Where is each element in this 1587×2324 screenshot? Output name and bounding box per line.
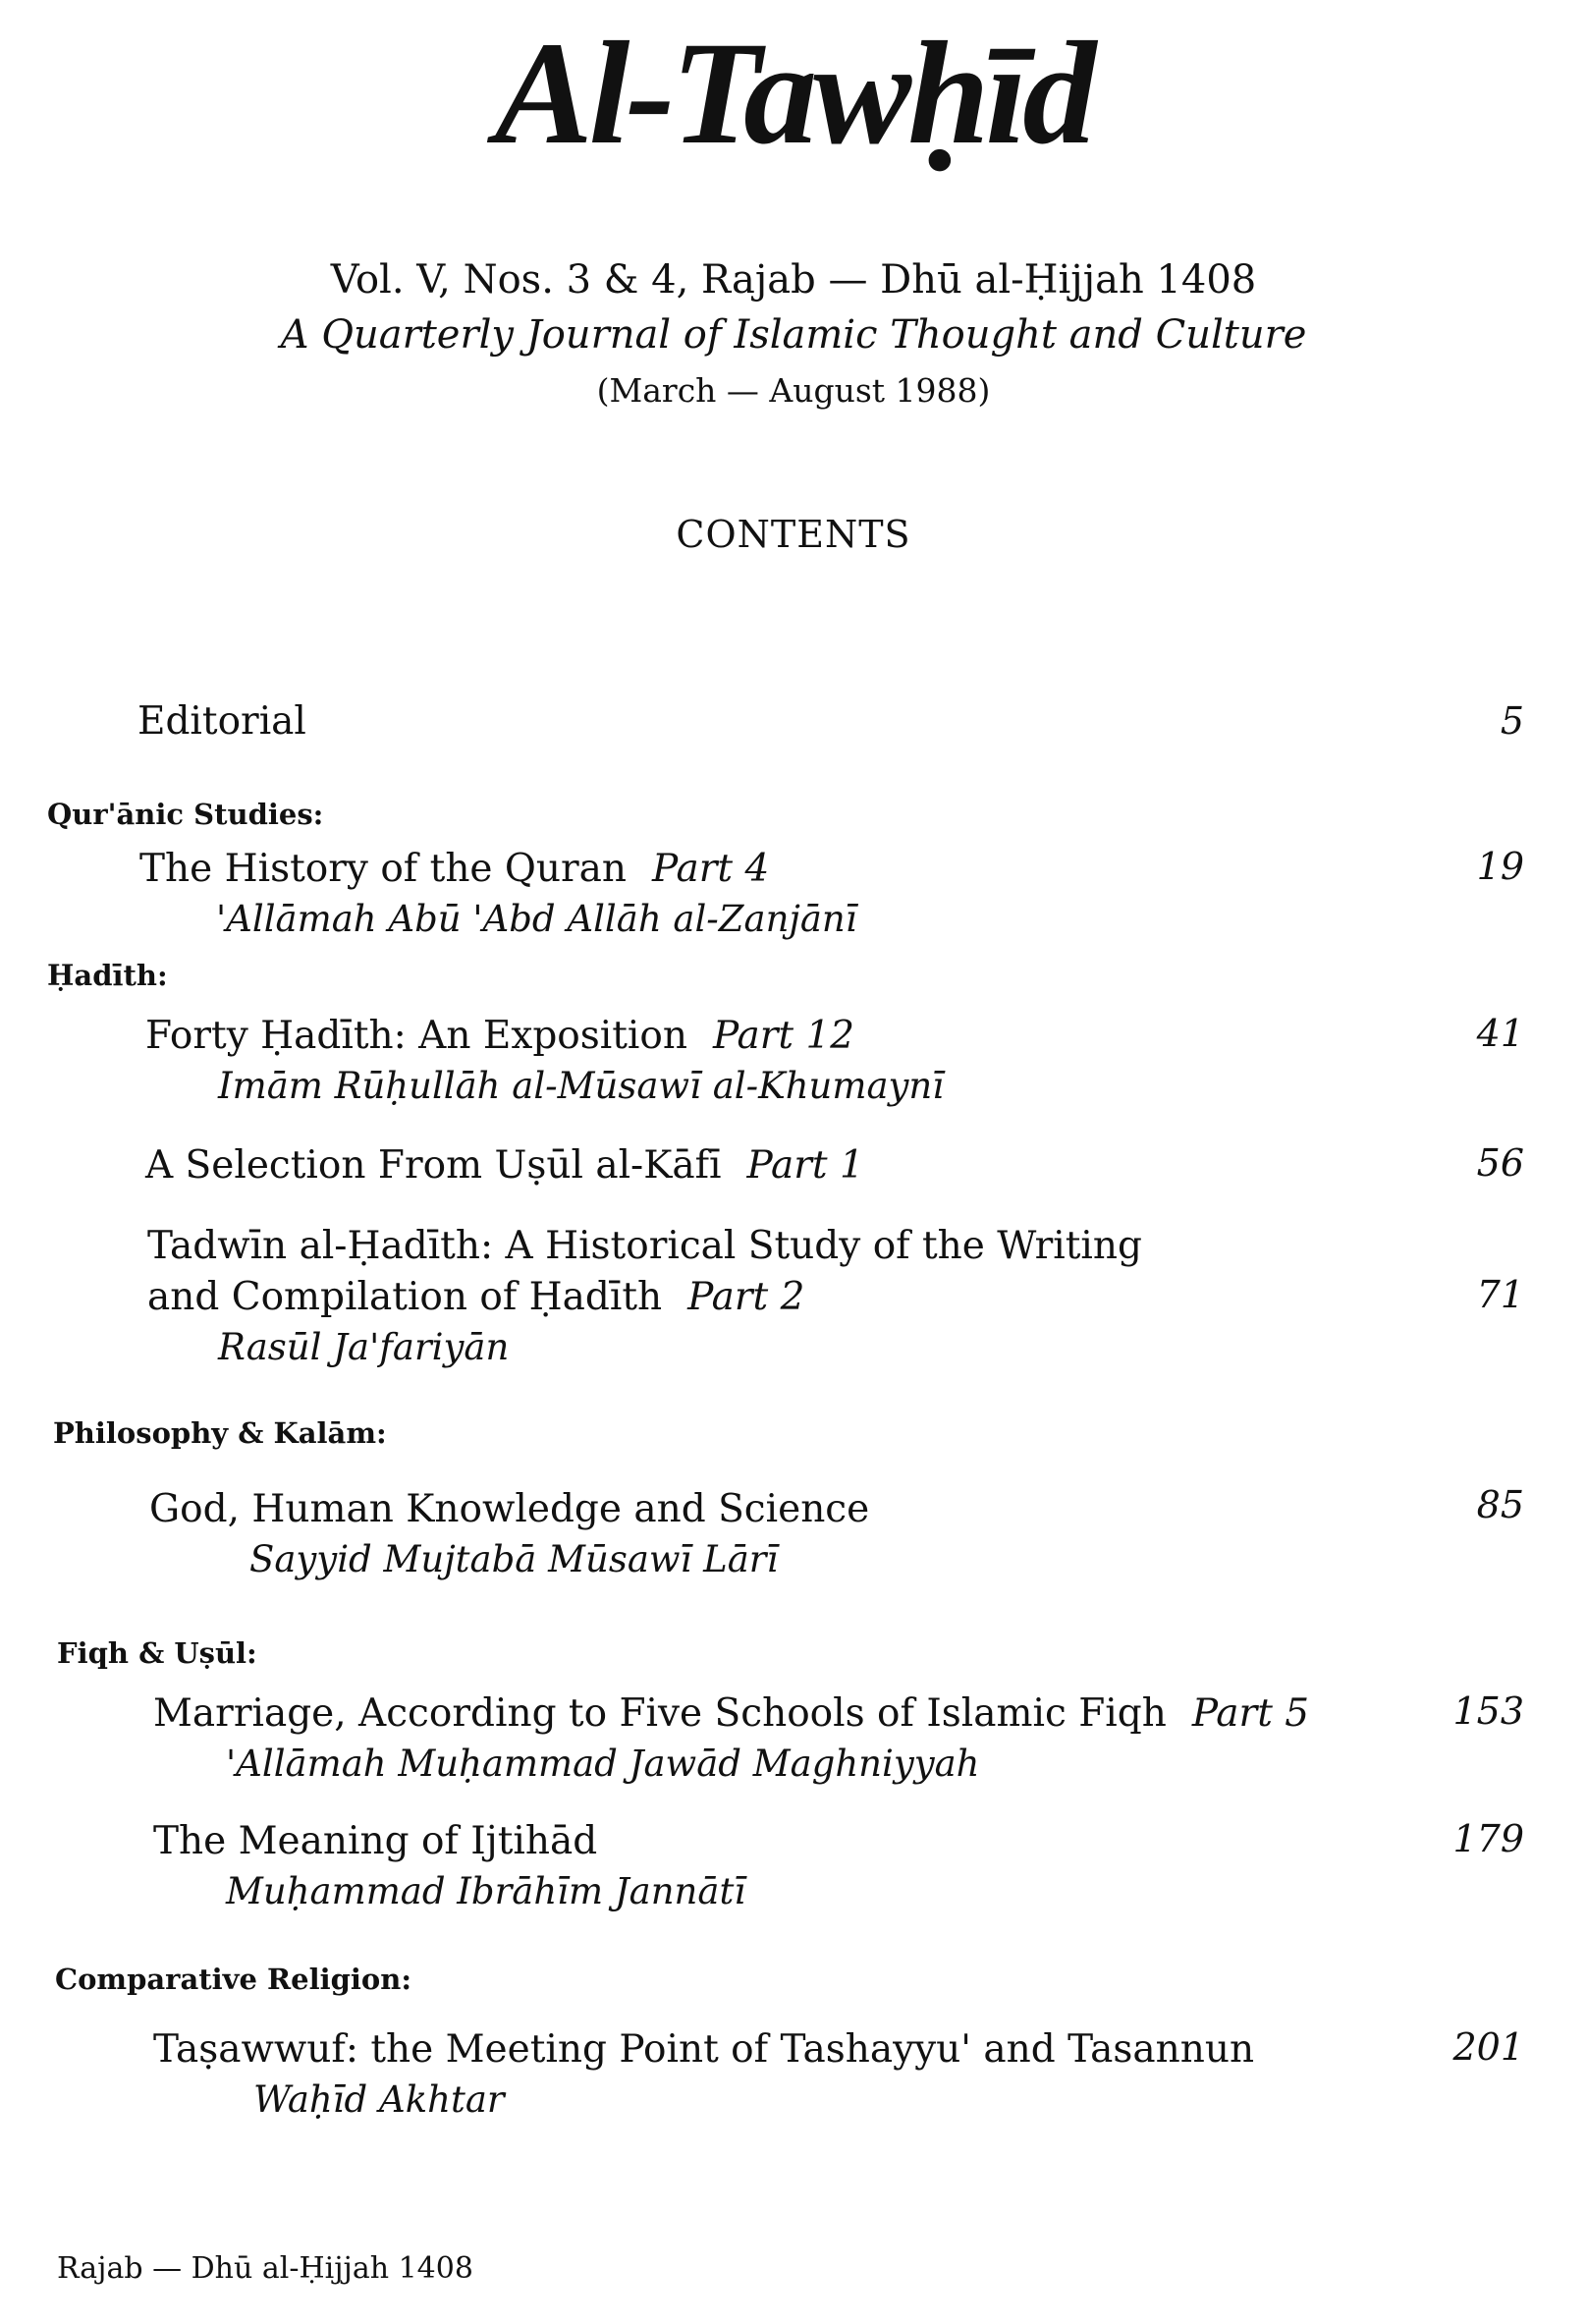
toc-entry: [147, 1275, 804, 1319]
section-heading-hadith: Ḥadīth:: [47, 959, 168, 992]
toc-page-number: 56: [1476, 1141, 1524, 1185]
toc-page-number: 179: [1452, 1817, 1524, 1860]
toc-entry-title: Forty Ḥadīth: An Exposition: [145, 1014, 687, 1058]
toc-entry-author: Sayyid Mujtabā Mūsawī Lārī: [249, 1538, 779, 1580]
toc-page-number: 201: [1452, 2025, 1524, 2069]
toc-entry: [153, 1691, 1309, 1736]
section-heading-comparative-religion: Comparative Religion:: [55, 1963, 412, 1996]
toc-entry: [145, 1143, 864, 1188]
journal-subtitle: A Quarterly Journal of Islamic Thought and Culture: [280, 312, 1307, 358]
toc-page-number: 5: [1500, 699, 1524, 743]
toc-entry-part: Part 5: [1191, 1691, 1310, 1736]
toc-entry-title: Marriage, According to Five Schools of Islamic Fiqh: [153, 1691, 1167, 1736]
section-heading-fiqh-usul: Fiqh & Uṣūl:: [57, 1636, 257, 1670]
toc-entry-title: Taṣawwuf: the Meeting Point of Tashayyu' and Tasannun: [153, 2027, 1255, 2072]
toc-page-number: 71: [1476, 1273, 1524, 1316]
toc-page-number: 85: [1476, 1483, 1524, 1526]
toc-entry: [145, 1014, 854, 1058]
toc-entry-author: 'Allāmah Muḥammad Jawād Maghniyyah: [226, 1743, 980, 1785]
toc-entry-title: The History of the Quran: [139, 847, 628, 891]
toc-entry-author: Rasūl Ja'fariyān: [218, 1326, 510, 1368]
toc-entry-author: Waḥīd Akhtar: [253, 2078, 505, 2121]
page-footer: Rajab — Dhū al-Ḥijjah 1408: [57, 2251, 473, 2286]
toc-entry-author: Imām Rūḥullāh al-Mūsawī al-Khumaynī: [218, 1065, 945, 1107]
toc-entry-title: Editorial: [137, 699, 306, 744]
journal-title: Al-Tawḥīd: [494, 12, 1093, 175]
toc-entry-part: Part 12: [713, 1014, 855, 1058]
toc-entry-part: Part 1: [746, 1143, 864, 1188]
toc-page-number: 19: [1476, 845, 1524, 888]
section-heading-philosophy-kalam: Philosophy & Kalām:: [53, 1416, 387, 1450]
toc-entry-title: A Selection From Uṣūl al-Kāfī: [145, 1143, 722, 1188]
toc-entry-title: The Meaning of Ijtihād: [153, 1819, 598, 1863]
section-heading-quranic-studies: Qur'ānic Studies:: [47, 798, 324, 831]
toc-entry-part: Part 2: [687, 1275, 805, 1319]
contents-heading: CONTENTS: [676, 513, 911, 556]
toc-entry-part: Part 4: [652, 847, 770, 891]
toc-page-number: 41: [1476, 1012, 1524, 1055]
issue-line: Vol. V, Nos. 3 & 4, Rajab — Dhū al-Ḥijjah 1408: [330, 257, 1257, 303]
toc-entry-title: God, Human Knowledge and Science: [149, 1487, 870, 1531]
toc-entry-title-line1: Tadwīn al-Ḥadīth: A Historical Study of the Writing: [147, 1224, 1142, 1268]
issue-dates: (March — August 1988): [596, 371, 991, 410]
toc-page-number: 153: [1452, 1689, 1524, 1733]
toc-entry-author: Muḥammad Ibrāhīm Jannātī: [226, 1870, 746, 1912]
toc-entry-title-line2: and Compilation of Ḥadīth: [147, 1275, 663, 1319]
toc-entry: [139, 847, 769, 891]
toc-entry-author: 'Allāmah Abū 'Abd Allāh al-Zanjānī: [216, 898, 857, 940]
